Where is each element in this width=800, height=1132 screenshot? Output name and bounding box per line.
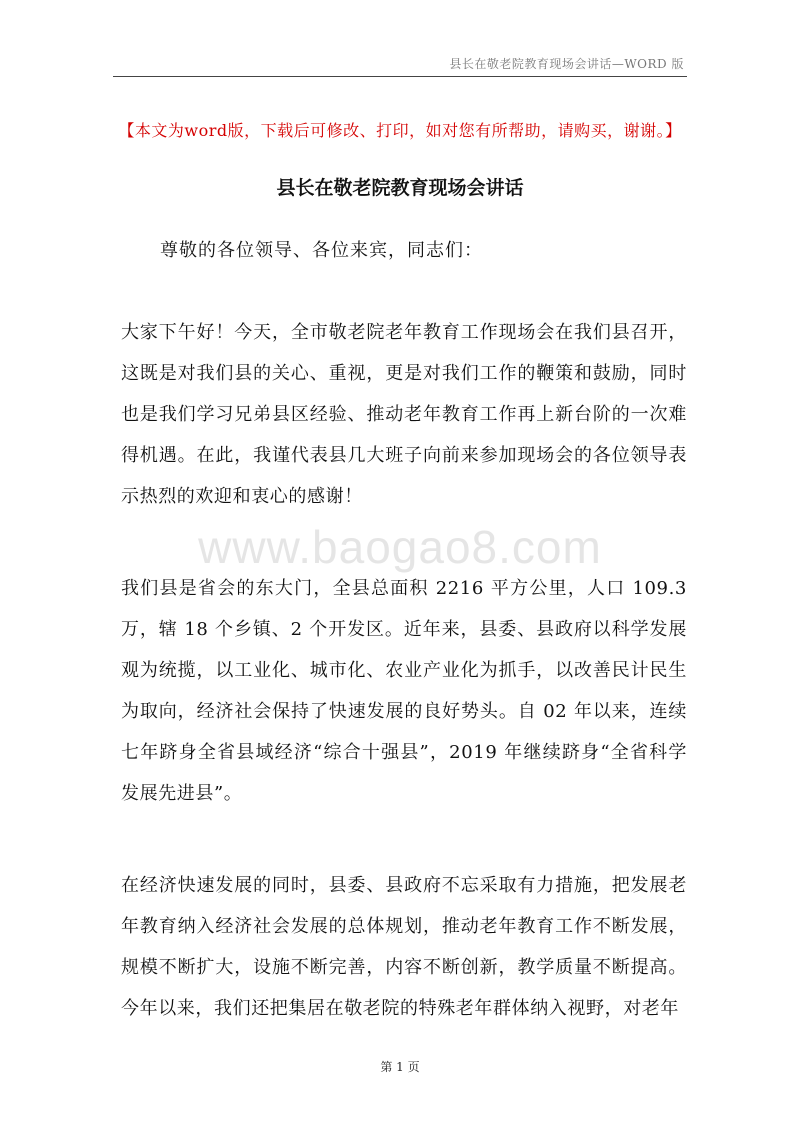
greeting-line: 尊敬的各位领导、各位来宾，同志们： [160,240,483,261]
download-notice: 【本文为word版，下载后可修改、打印，如对您有所帮助，请购买，谢谢。】 [118,121,682,140]
page-number: 第 1 页 [380,1060,420,1074]
paragraph-1: 大家下午好！今天，全市敬老院老年教育工作现场会在我们县召开，这既是对我们县的关心、重视，更是对我们工作的鞭策和鼓励，同时也是我们学习兄弟县区经验、推动老年教育工作再上新台阶的一次难得机遇。在此，我谨代表县几大班子向前来参加现场会的各位领导表示热烈的欢迎和衷心的感谢！ [121,322,687,507]
paragraph-3: 在经济快速发展的同时，县委、县政府不忘采取有力措施，把发展老年教育纳入经济社会发展的总体规划，推动老年教育工作不断发展，规模不断扩大，设施不断完善，内容不断创新，教学质量不断提高。今年以来，我们还把集居在敬老院的特殊老年群体纳入视野，对老年 [121,875,687,1019]
document-title: 县长在敬老院教育现场会讲话 [276,177,524,199]
header-divider [113,76,687,77]
header-title: 县长在敬老院教育现场会讲话—WORD 版 [449,57,684,71]
paragraph-2: 我们县是省会的东大门，全县总面积 2216 平方公里，人口 109.3 万，辖 18 个乡镇、2 个开发区。近年来，县委、县政府以科学发展观为统揽，以工业化、城市化、农业产业化为抓手，以改善民计民生为取向，经济社会保持了快速发展的良好势头。自 02 年以来，连续七年跻身全省县域经济“综合十强县”，2019 年继续跻身“全省科学发展先进县”。 [121,578,687,804]
watermark: www.baogao8.com [198,521,602,573]
